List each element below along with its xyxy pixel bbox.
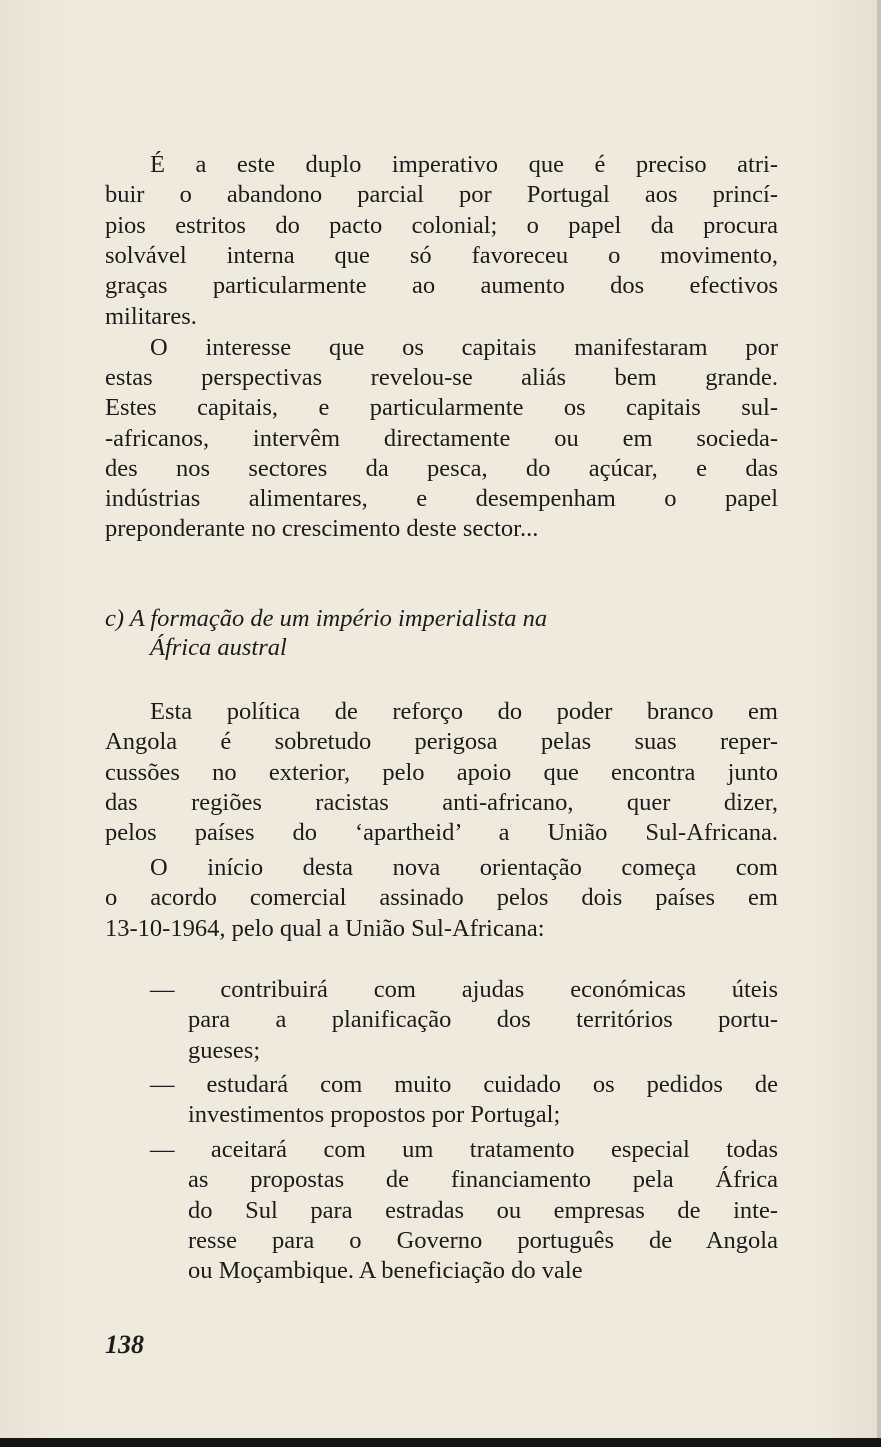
paragraph-line: investimentos propostos por Portugal; <box>188 1101 561 1129</box>
page-number: 138 <box>105 1330 144 1359</box>
paragraph-line: Esta política de reforço do poder branco em <box>150 698 778 725</box>
paragraph-line: O início desta nova orientação começa com <box>150 854 778 881</box>
paragraph-line: preponderante no crescimento deste sector... <box>105 515 539 543</box>
paragraph-line: indústrias alimentares, e desempenham o papel <box>105 485 778 512</box>
list-item-line: — contribuirá com ajudas económicas úteis <box>150 976 778 1003</box>
list-item-line: — aceitará com um tratamento especial todas <box>150 1136 778 1163</box>
paragraph-line: É a este duplo imperativo que é preciso atri- <box>150 151 778 178</box>
paragraph-line: das regiões racistas anti-africano, quer dizer, <box>105 788 778 816</box>
paragraph-line: -africanos, intervêm directamente ou em socieda- <box>105 424 778 452</box>
paragraph-line: Angola é sobretudo perigosa pelas suas reper- <box>105 728 778 756</box>
paragraph-line: ou Moçambique. A beneficiação do vale <box>188 1257 583 1285</box>
paragraph-line: buir o abandono parcial por Portugal aos princí- <box>105 181 778 209</box>
paragraph-line: graças particularmente ao aumento dos efectivos <box>105 272 778 300</box>
list-item-line: — estudará com muito cuidado os pedidos de <box>150 1071 778 1098</box>
paragraph-line: estas perspectivas revelou-se aliás bem grande. <box>105 364 778 392</box>
paragraph-line: resse para o Governo português de Angola <box>188 1226 778 1254</box>
paragraph-line: pelos países do ‘apartheid’ a União Sul-Africana. <box>105 819 778 847</box>
paragraph-line: o acordo comercial assinado pelos dois países em <box>105 884 778 912</box>
paragraph-line: solvável interna que só favoreceu o movimento, <box>105 241 778 269</box>
section-heading-line: c) A formação de um império imperialista na <box>105 605 548 632</box>
paragraph-line: do Sul para estradas ou empresas de inte- <box>188 1196 778 1224</box>
paragraph-line: Estes capitais, e particularmente os capitais sul- <box>105 394 778 422</box>
scan-border <box>0 1438 881 1447</box>
paragraph-line: para a planificação dos territórios portu- <box>188 1006 778 1034</box>
paragraph-line: 13-10-1964, pelo qual a União Sul-Africana: <box>105 914 545 942</box>
page-edge <box>877 0 881 1447</box>
paragraph-line: gueses; <box>188 1036 261 1064</box>
paragraph-line: O interesse que os capitais manifestaram por <box>150 334 778 361</box>
paragraph-line: militares. <box>105 302 197 330</box>
paragraph-line: as propostas de financiamento pela África <box>188 1166 778 1194</box>
paragraph-line: pios estritos do pacto colonial; o papel da procura <box>105 211 778 239</box>
paragraph-line: cussões no exterior, pelo apoio que encontra junto <box>105 758 778 786</box>
paragraph-line: des nos sectores da pesca, do açúcar, e das <box>105 454 778 482</box>
section-heading-line: África austral <box>150 634 287 661</box>
